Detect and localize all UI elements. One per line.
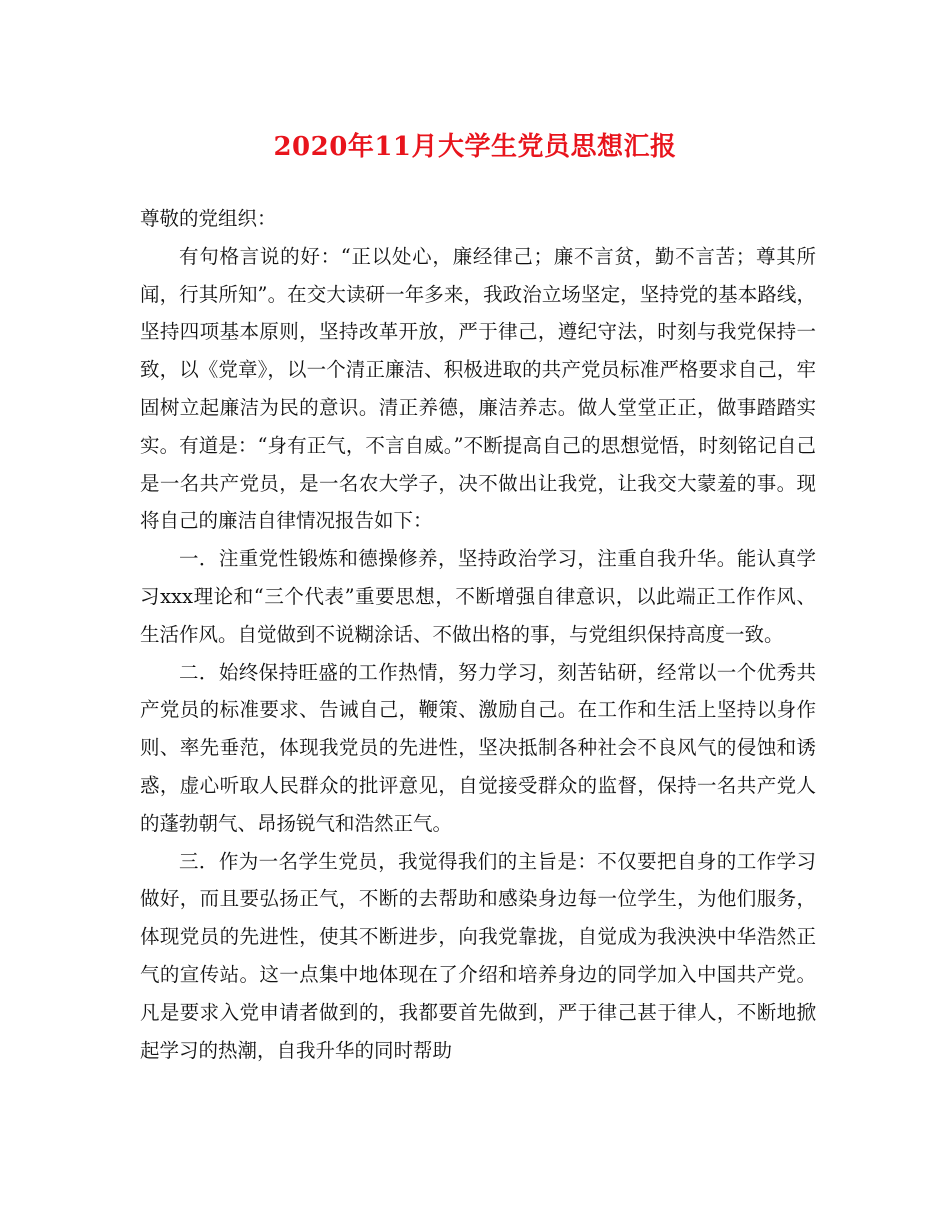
paragraph-intro: 有句格言说的好：“正以处心，廉经律己；廉不言贫，勤不言苦；尊其所闻，行其所知”。在交大读研一年多来，我政治立场坚定，坚持党的基本路线，坚持四项基本原则，坚持改革开放，严于律己，遵纪守法，时刻与我党保持一致，以《党章》，以一个清正廉洁、积极进取的共产党员标准严格要求自己，牢固树立起廉洁为民的意识。清正养德，廉洁养志。做人堂堂正正，做事踏踏实实。有道是：“身有正气，不言自威。”不断提高自己的思想觉悟，时刻铭记自己是一名共产党员，是一名农大学子，决不做出让我党，让我交大蒙羞的事。现将自己的廉洁自律情况报告如下：: [140, 244, 816, 533]
document-title: 2020年11月大学生党员思想汇报: [273, 132, 677, 162]
paragraph-point-three: 三．作为一名学生党员，我觉得我们的主旨是：不仅要把自身的工作学习做好，而且要弘扬正气，不断的去帮助和感染身边每一位学生，为他们服务，体现党员的先进性，使其不断进步，向我党靠拢，自觉成为我泱泱中华浩然正气的宣传站。这一点集中地体现在了介绍和培养身边的同学加入中国共产党。凡是要求入党申请者做到的，我都要首先做到，严于律己甚于律人，不断地掀起学习的热潮，自我升华的同时帮助: [140, 849, 816, 1062]
salutation: 尊敬的党组织：: [140, 207, 277, 230]
document-body: [140, 200, 816, 1069]
paragraph-point-one: 一．注重党性锻炼和德操修养，坚持政治学习，注重自我升华。能认真学习xxx理论和“三个代表”重要思想，不断增强自律意识，以此端正工作作风、生活作风。自觉做到不说糊涂话、不做出格的事，与党组织保持高度一致。: [140, 547, 816, 646]
paragraph-point-two: 二．始终保持旺盛的工作热情，努力学习，刻苦钻研，经常以一个优秀共产党员的标准要求、告诫自己，鞭策、激励自己。在工作和生活上坚持以身作则、率先垂范，体现我党员的先进性，坚决抵制各种社会不良风气的侵蚀和诱惑，虚心听取人民群众的批评意见，自觉接受群众的监督，保持一名共产党人的蓬勃朝气、昂扬锐气和浩然正气。: [140, 660, 816, 835]
